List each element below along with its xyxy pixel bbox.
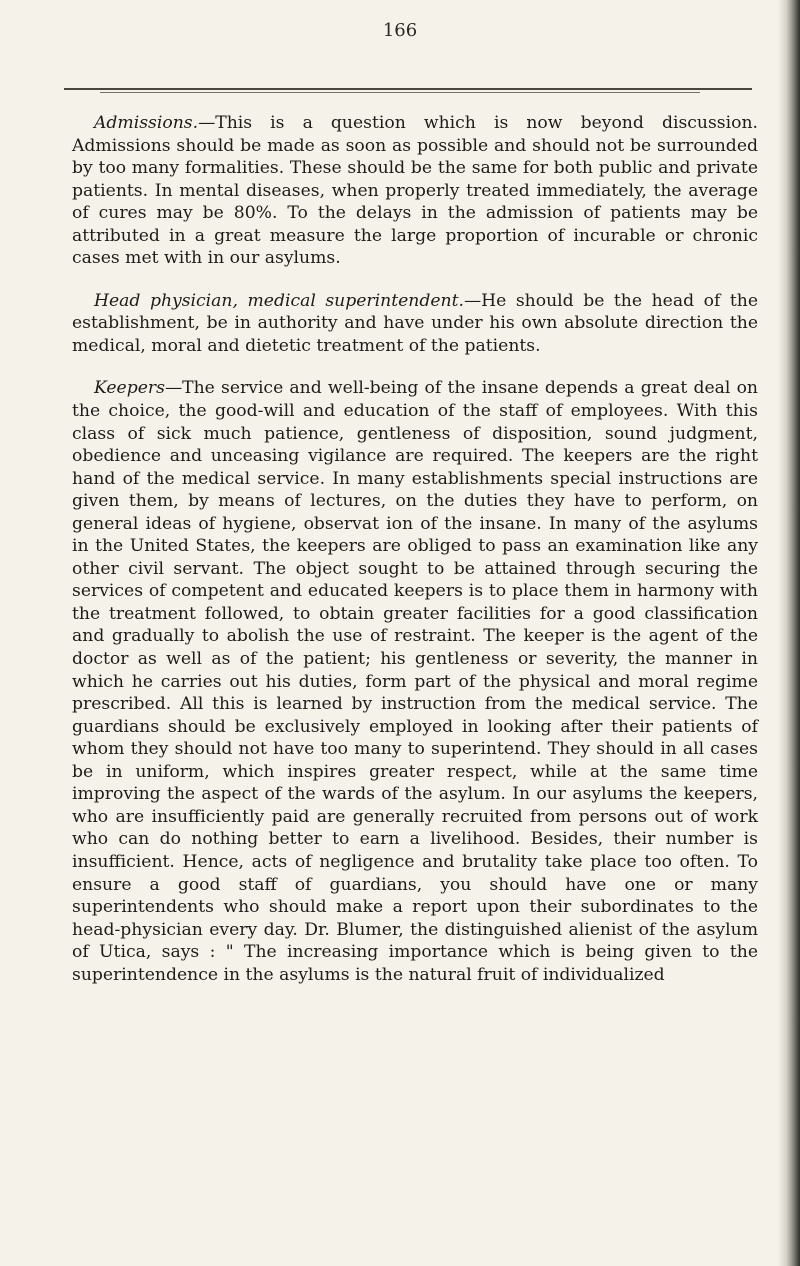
header-rule-thin — [100, 92, 700, 93]
paragraph-keepers — [72, 377, 758, 986]
paragraph-heading: Admissions. — [94, 113, 199, 133]
paragraph-text: —He should be the head of the establishment, be in authority and have under his own absolute direction the medical, moral and dietetic treatment of the patients. — [72, 290, 758, 356]
paragraph-heading: Head physician, medical superintendent. — [94, 290, 464, 311]
paragraph-text: —The service and well-being of the insane depends a great deal on the choice, the good-will and education of the staff of employees. With this class of sick much patience, gentleness of disposition, sound judgment, obedience and unceasing vigilance are required. The keepers are the right hand of the medical service. In many establishments special instructions are given them, by means of lectures, on the duties they have to perform, on general ideas of hygiene, observat ion of the insane. In many of the asylums in the United States, the keepers are obliged to pass an examination like any other civil servant. The object sought to be attained through securing the services of competent and educated keepers is to place them in harmony with the treatment followed, to obtain greater facilities for a good classification and gradually to abolish the use of restraint. The keeper is the agent of the doctor as well as of the patient; his gentleness or severity, the manner in which he carries out his duties, form part of the physical and moral regime prescribed. All this is learned by instruction from the medical service. The guardians should be exclusively employed in looking after their patients of whom they should not have too many to superintend. They should in all cases be in uniform, which inspires greater respect, while at the same time improving the aspect of the wards of the asylum. In our asylums the keepers, who are insufficiently paid are generally recruited from persons out of work who can do nothing better to earn a livelihood. Besides, their number is insufficient. Hence, acts of negligence and brutality take place too often. To ensure a good staff of guardians, you should have one or many superintendents who should make a report upon their subordinates to the head-physician every day. Dr. Blumer, the distinguished alienist of the asylum of Utica, says : " The increasing importance which is being given to the superintendence in the asylums is the natural fruit of individualized — [72, 378, 758, 985]
book-spine-edge — [786, 0, 800, 1266]
paragraph-head-physician — [72, 290, 758, 358]
page-edge-shadow — [778, 0, 786, 1266]
page-body — [72, 112, 758, 986]
paragraph-admissions — [72, 112, 758, 270]
page-number: 166 — [382, 20, 418, 41]
paragraph-heading: Keepers — [94, 378, 165, 399]
header-rule — [64, 88, 752, 90]
paragraph-text: —This is a question which is now beyond discussion. Admissions should be made as soon as possible and should not be surrounded by too many formalities. These should be the same for both public and private patients. In mental diseases, when properly treated immediately, the average of cures may be 80%. To the delays in the admission of patients may be attributed in a great measure the large proportion of incurable or chronic cases met with in our asylums. — [72, 113, 758, 269]
